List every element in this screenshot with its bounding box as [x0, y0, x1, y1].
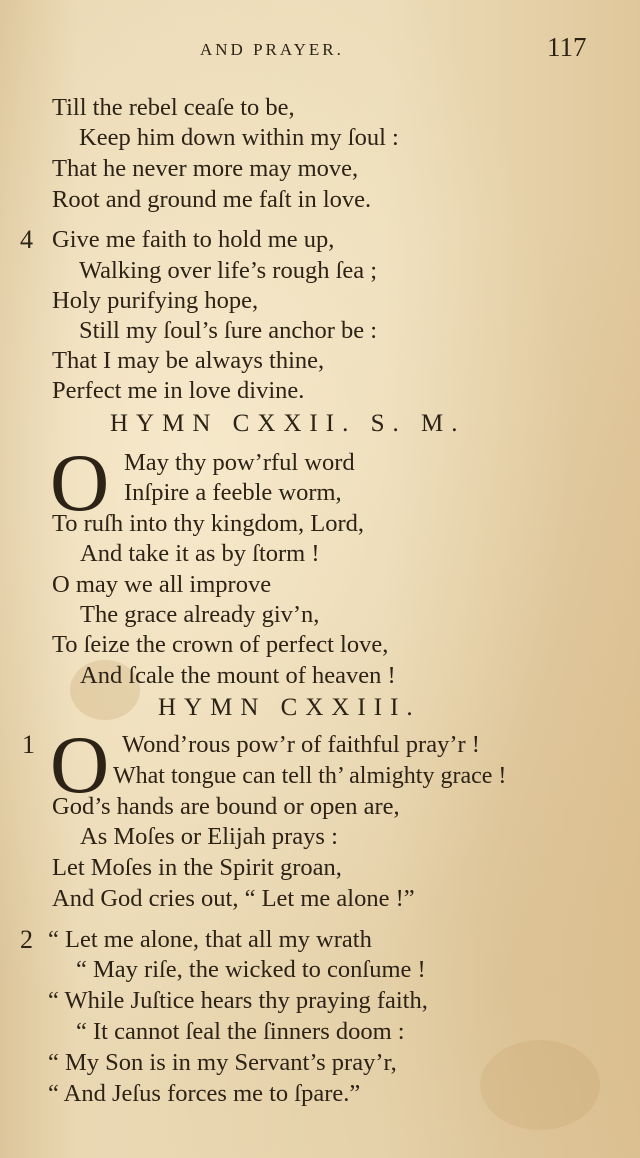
verse-line: What tongue can tell th’ almighty grace ! — [113, 763, 507, 789]
verse-line: And God cries out, “ Let me alone !” — [52, 885, 415, 912]
page-number: 117 — [547, 32, 587, 62]
verse-line: Root and ground me faſt in love. — [52, 186, 372, 213]
verse-line: “ While Juſtice hears thy praying faith, — [48, 987, 428, 1014]
verse-line: That he never more may move, — [52, 155, 359, 182]
verse-line: Wond’rous pow’r of faithful pray’r ! — [122, 731, 480, 758]
verse-line: O may we all improve — [52, 571, 272, 598]
verse-line: Inſpire a feeble worm, — [124, 479, 342, 506]
drop-cap: O — [50, 437, 110, 528]
hymn-title: HYMN CXXIII. — [158, 694, 421, 721]
verse-line: “ And Jeſus forces me to ſpare.” — [48, 1080, 361, 1107]
stanza-number: 1 — [22, 730, 35, 759]
verse-line: And ſcale the mount of heaven ! — [80, 662, 396, 689]
verse-line: Still my ſoul’s ſure anchor be : — [79, 317, 378, 344]
paper-stain — [480, 1040, 600, 1130]
verse-line: May thy pow’rful word — [124, 449, 355, 476]
verse-line: That I may be always thine, — [52, 347, 325, 374]
verse-line: The grace already giv’n, — [80, 601, 320, 628]
verse-line: To ſeize the crown of perfect love, — [52, 631, 389, 658]
verse-line: “ Let me alone, that all my wrath — [48, 926, 372, 953]
verse-line: “ May riſe, the wicked to conſume ! — [76, 956, 426, 983]
verse-line: Perfect me in love divine. — [52, 377, 305, 404]
verse-line: And take it as by ſtorm ! — [80, 540, 320, 567]
verse-line: Give me faith to hold me up, — [52, 226, 335, 253]
verse-line: As Moſes or Elijah prays : — [80, 823, 338, 850]
verse-line: Till the rebel ceaſe to be, — [52, 94, 295, 121]
running-head: AND PRAYER. — [200, 40, 344, 59]
verse-line: To ruſh into thy kingdom, Lord, — [52, 510, 365, 537]
verse-line: God’s hands are bound or open are, — [52, 793, 400, 820]
page-header — [0, 32, 640, 72]
verse-line: “ It cannot ſeal the ſinners doom : — [76, 1018, 405, 1045]
verse-line: “ My Son is in my Servant’s pray’r, — [48, 1049, 397, 1076]
verse-line: Walking over life’s rough ſea ; — [79, 257, 378, 284]
verse-line: Holy purifying hope, — [52, 287, 259, 314]
verse-line: Let Moſes in the Spirit groan, — [52, 854, 342, 881]
hymn-title: HYMN CXXII. S. M. — [110, 410, 466, 437]
stanza-number: 4 — [20, 225, 33, 254]
verse-line: Keep him down within my ſoul : — [79, 124, 399, 151]
stanza-number: 2 — [20, 925, 33, 954]
drop-cap: O — [50, 719, 110, 810]
